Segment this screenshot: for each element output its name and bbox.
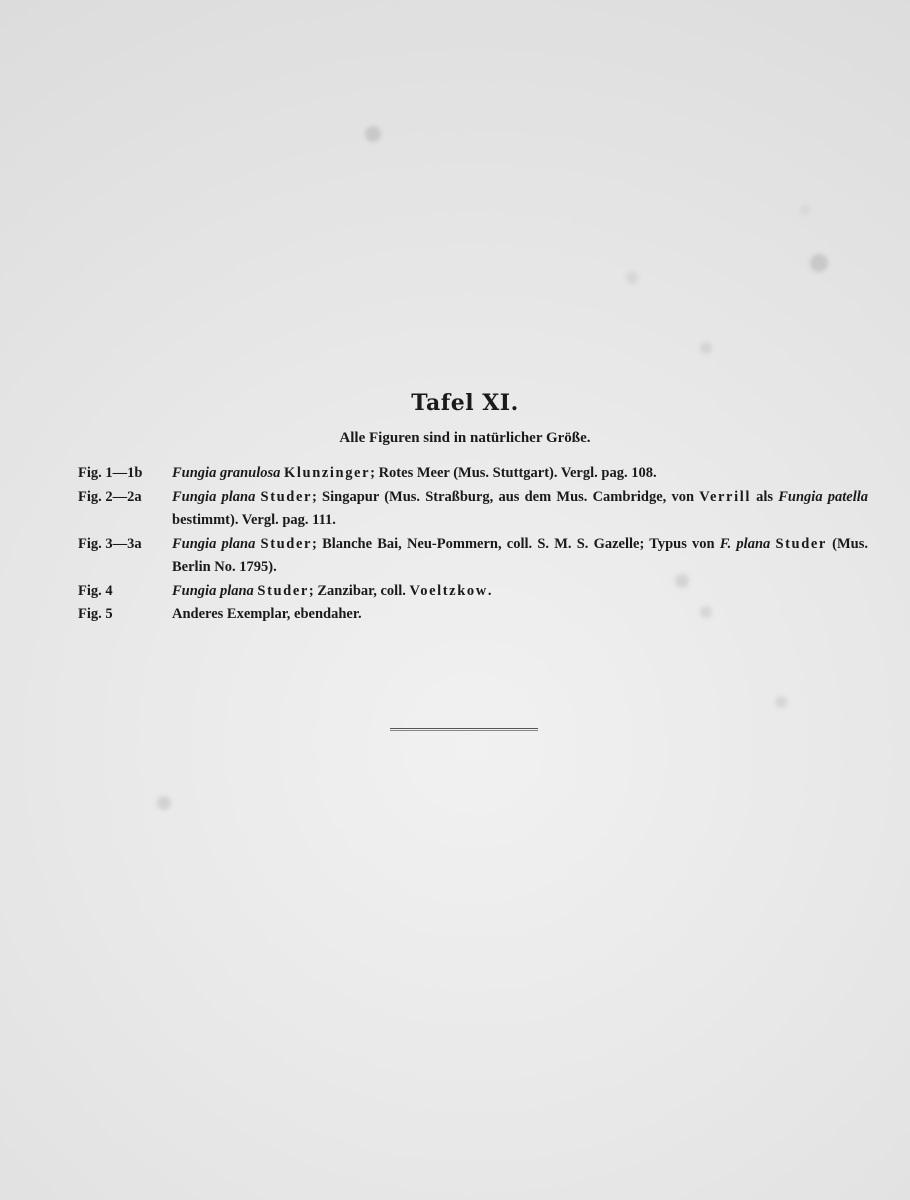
paper-speck — [700, 342, 712, 354]
figure-text: als — [756, 488, 774, 505]
author-name: Verrill — [699, 488, 751, 505]
figure-label: Fig. 4 — [78, 582, 113, 599]
author-name: Voeltzkow — [409, 582, 488, 599]
figure-description — [172, 580, 868, 604]
plate-subtitle: Alle Figuren sind in natürlicher Größe. — [339, 430, 591, 446]
figure-text: ; Singapur (Mus. Straßburg, aus dem Mus. Cambridge, von — [312, 488, 695, 505]
figure-text: . — [487, 582, 492, 599]
figure-text: bestimmt). Vergl. pag. 111. — [172, 512, 336, 528]
figure-entry-1 — [78, 462, 868, 486]
figure-description: Anderes Exemplar, ebendaher. — [172, 606, 362, 622]
species-name: F. plana — [719, 535, 771, 552]
species-name: Fungia patella — [778, 488, 869, 505]
paper-speck — [365, 126, 381, 142]
figure-text: ; Zanzibar, coll. — [308, 582, 406, 599]
figure-label: Fig. 2—2a — [78, 488, 142, 505]
species-name: Fungia plana — [172, 535, 256, 552]
author-name: Klunzinger — [284, 465, 371, 481]
figure-entry-4 — [78, 580, 868, 604]
figure-entry-5 — [78, 603, 868, 627]
figure-text: ; Blanche Bai, Neu-Pommern, coll. S. M. S. Gazelle; Typus von — [312, 535, 715, 552]
plate-title: Tafel XI. — [411, 390, 519, 416]
paper-speck — [800, 205, 810, 215]
figure-label: Fig. 5 — [78, 606, 113, 622]
paper-speck — [157, 796, 171, 810]
author-name: Studer — [260, 535, 313, 552]
species-name: Fungia plana — [172, 582, 254, 599]
figure-entry-2 — [78, 486, 868, 533]
author-name: Studer — [260, 488, 313, 505]
figure-text: ; Rotes Meer (Mus. Stuttgart). Vergl. pag. 108. — [370, 465, 657, 481]
author-name: Studer — [775, 535, 827, 552]
paper-speck — [810, 254, 828, 272]
figure-label: Fig. 3—3a — [78, 535, 142, 552]
paper-speck — [775, 696, 787, 708]
figure-description — [172, 462, 868, 486]
figure-text: (Mus. Berlin No. 1795). — [172, 535, 868, 575]
author-name: Studer — [257, 582, 309, 599]
species-name: Fungia plana — [172, 488, 256, 505]
figure-description — [172, 533, 868, 580]
figure-label: Fig. 1—1b — [78, 465, 143, 481]
divider-rule — [390, 728, 538, 731]
figure-entry-3 — [78, 533, 868, 580]
figure-description — [172, 486, 868, 533]
species-name: Fungia granulosa — [172, 465, 281, 481]
paper-speck — [626, 272, 638, 284]
figure-list — [78, 462, 868, 627]
